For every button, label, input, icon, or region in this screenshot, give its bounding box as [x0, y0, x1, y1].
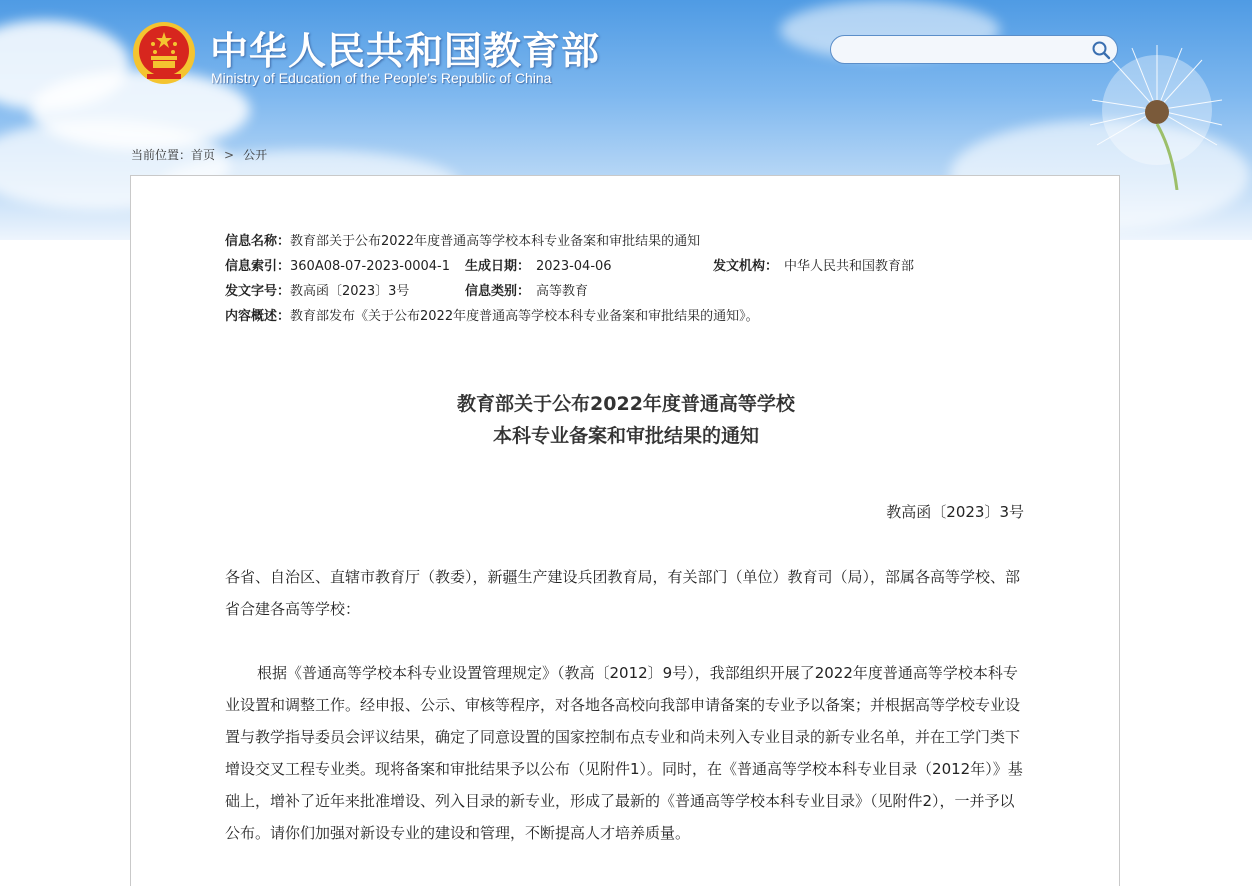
meta-name-label: 信息名称： — [225, 234, 291, 249]
breadcrumb-prefix: 当前位置： — [131, 148, 192, 162]
document-number: 教高函〔2023〕3号 — [886, 503, 1024, 521]
national-emblem-icon — [131, 20, 197, 86]
meta-row-index — [225, 254, 915, 279]
search-box — [830, 35, 1118, 64]
document-addressee: 各省、自治区、直辖市教育厅（教委），新疆生产建设兵团教育局，有关部门（单位）教育司（局），部属各高等学校、部省合建各高等学校： — [225, 568, 1021, 618]
site-subtitle: Ministry of Education of the People's Republic of China — [211, 70, 552, 86]
document-title-line1: 教育部关于公布2022年度普通高等学校 — [457, 393, 795, 415]
breadcrumb — [131, 146, 267, 163]
meta-date-label: 生成日期： — [465, 259, 531, 274]
meta-issuer-value: 中华人民共和国教育部 — [784, 259, 915, 274]
meta-index-label: 信息索引： — [225, 259, 291, 274]
meta-issuer-label: 发文机构： — [713, 259, 779, 274]
breadcrumb-public-link[interactable]: 公开 — [243, 148, 268, 162]
meta-summary-value: 教育部发布《关于公布2022年度普通高等学校本科专业备案和审批结果的通知》。 — [290, 309, 759, 324]
content-panel — [130, 175, 1120, 886]
breadcrumb-home-link[interactable]: 首页 — [191, 148, 216, 162]
meta-summary-label: 内容概述： — [225, 309, 291, 324]
meta-category-value: 高等教育 — [536, 284, 589, 299]
document-body-paragraph: 根据《普通高等学校本科专业设置管理规定》（教高〔2012〕9号），我部组织开展了2022年度普通高等学校本科专业设置和调整工作。经申报、公示、审核等程序，对各地各高校向我部申请备案的专业予以备案；并根据高等学校专业设置与教学指导委员会评议结果，确定了同意设置的国家控制布点专业和尚未列入专业目录的新专业名单，并在工学门类下增设交叉工程专业类。现将备案和审批结果予以公布（见附件1）。同时，在《普通高等学校本科专业目录（2012年）》基础上，增补了近年来批准增设、列入目录的新专业，形成了最新的《普通高等学校本科专业目录》（见附件2），一并予以公布。请你们加强对新设专业的建设和管理，不断提高人才培养质量。 — [225, 664, 1023, 842]
search-icon[interactable] — [1091, 40, 1111, 60]
meta-row-docno — [225, 279, 759, 304]
meta-docno-label: 发文字号： — [225, 284, 291, 299]
meta-row-name — [225, 229, 759, 254]
meta-name-value: 教育部关于公布2022年度普通高等学校本科专业备案和审批结果的通知 — [290, 234, 701, 249]
meta-category-label: 信息类别： — [465, 284, 531, 299]
site-title: 中华人民共和国教育部 — [210, 29, 601, 73]
search-input[interactable] — [843, 39, 1087, 62]
meta-date-value: 2023-04-06 — [536, 259, 612, 274]
breadcrumb-separator-icon: > — [224, 148, 235, 162]
info-metadata — [225, 229, 915, 329]
meta-docno-value: 教高函〔2023〕3号 — [290, 284, 410, 299]
document-title — [131, 388, 1121, 452]
meta-index-value: 360A08-07-2023-0004-1 — [290, 259, 451, 274]
document-title-line2: 本科专业备案和审批结果的通知 — [492, 425, 759, 447]
meta-row-summary — [225, 304, 759, 329]
